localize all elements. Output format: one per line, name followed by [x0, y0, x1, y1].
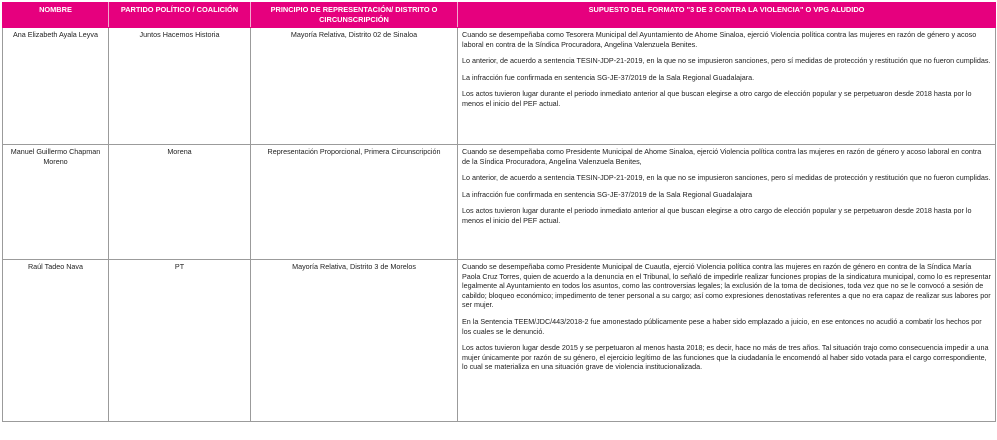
cell-supuesto	[458, 260, 996, 422]
cell-nombre: Manuel Guillermo Chapman Moreno	[3, 145, 109, 260]
cell-partido: PT	[109, 260, 251, 422]
cell-nombre: Raúl Tadeo Nava	[3, 260, 109, 422]
supuesto-paragraph: La infracción fue confirmada en sentencia SG-JE-37/2019 de la Sala Regional Guadalajara	[462, 189, 753, 199]
cell-partido: Juntos Hacemos Historia	[109, 28, 251, 145]
supuesto-paragraph: Los actos tuvieron lugar durante el periodo inmediato anterior al que buscan elegirse a otro cargo de elección popular y se perpetuaron desde 2018 hasta por lo menos el inicio del PEF actual.	[462, 206, 972, 225]
supuesto-paragraph: Cuando se desempeñaba como Presidente Municipal de Cuautla, ejerció Violencia política contra las mujeres en razón de género en contra de la Síndica María Paola Cruz Torres, quien de acuerdo a la denuncia en el Tribunal, lo señaló de impedirle realizar funciones propias de la sindicatura municipal, como lo es representar legalmente al Ayuntamiento en todos los asuntos, como las controversias legales; la exclusión de la toma de decisiones, toda vez que no se le convocó a sesión de cabildo; bloqueo económico; impedimento de tener personal a su cargo; así como expresiones denostativas referentes a que no era capaz de realizar sus labores por ser mujer.	[462, 262, 991, 310]
header-nombre: NOMBRE	[3, 3, 109, 28]
supuesto-paragraph: Los actos tuvieron lugar durante el periodo inmediato anterior al que buscan elegirse a otro cargo de elección popular y se perpetuaron desde 2018 hasta por lo menos el inicio del PEF actual.	[462, 89, 972, 108]
cell-principio: Mayoría Relativa, Distrito 3 de Morelos	[251, 260, 458, 422]
supuesto-paragraph: Cuando se desempeñaba como Presidente Municipal de Ahome Sinaloa, ejerció Violencia política contra las mujeres en razón de género y acoso laboral en contra de la Síndica Procuradora, Angelina Valenzuela Benites,	[462, 147, 982, 166]
header-partido: PARTIDO POLÍTICO / COALICIÓN	[109, 3, 251, 28]
supuesto-paragraph: Los actos tuvieron lugar desde 2015 y se perpetuaron al menos hasta 2018; es decir, hace no más de tres años. Tal situación trajo como consecuencia impedir a una mujer únicamente por razón de su género, el ejercicio legítimo de las funciones que la ciudadanía le encomendó al haber sido votada para el cargo correspondiente, lo cual se materializa en una situación grave de violencia institucionalizada.	[462, 343, 989, 372]
table-header-row	[3, 3, 996, 28]
cell-principio: Mayoría Relativa, Distrito 02 de Sinaloa	[251, 28, 458, 145]
table-row	[3, 28, 996, 145]
supuesto-paragraph: En la Sentencia TEEM/JDC/443/2018-2 fue amonestado públicamente pese a haber sido emplazado a juicio, en ese entonces no acudió a combatir los hechos por los cuales se le denunció.	[462, 316, 982, 336]
table-row	[3, 145, 996, 260]
violence-report-table	[2, 2, 996, 422]
cell-supuesto	[458, 145, 996, 260]
cell-nombre: Ana Elizabeth Ayala Leyva	[3, 28, 109, 145]
cell-supuesto	[458, 28, 996, 145]
header-supuesto: SUPUESTO DEL FORMATO "3 DE 3 CONTRA LA VIOLENCIA" O VPG ALUDIDO	[458, 3, 996, 28]
cell-partido: Morena	[109, 145, 251, 260]
supuesto-paragraph: Lo anterior, de acuerdo a sentencia TESIN-JDP-21-2019, en la que no se impusieron sanciones, pero sí medidas de protección y restitución que no fueron cumplidas.	[462, 173, 991, 183]
supuesto-paragraph: Lo anterior, de acuerdo a sentencia TESIN-JDP-21-2019, en la que no se impusieron sanciones, pero sí medidas de protección y restitución que no fueron cumplidas.	[462, 56, 991, 66]
header-principio: PRINCIPIO DE REPRESENTACIÓN/ DISTRITO O CIRCUNSCRIPCIÓN	[251, 3, 458, 28]
supuesto-paragraph: Cuando se desempeñaba como Tesorera Municipal del Ayuntamiento de Ahome Sinaloa, ejerció Violencia política contra las mujeres en razón de género y acoso laboral en contra de la Síndica Procuradora, Angelina Valenzuela Benites.	[462, 30, 977, 49]
document-table-container	[2, 2, 995, 422]
table-row	[3, 260, 996, 422]
supuesto-paragraph: La infracción fue confirmada en sentencia SG-JE-37/2019 de la Sala Regional Guadalajara.	[462, 72, 755, 82]
cell-principio: Representación Proporcional, Primera Circunscripción	[251, 145, 458, 260]
